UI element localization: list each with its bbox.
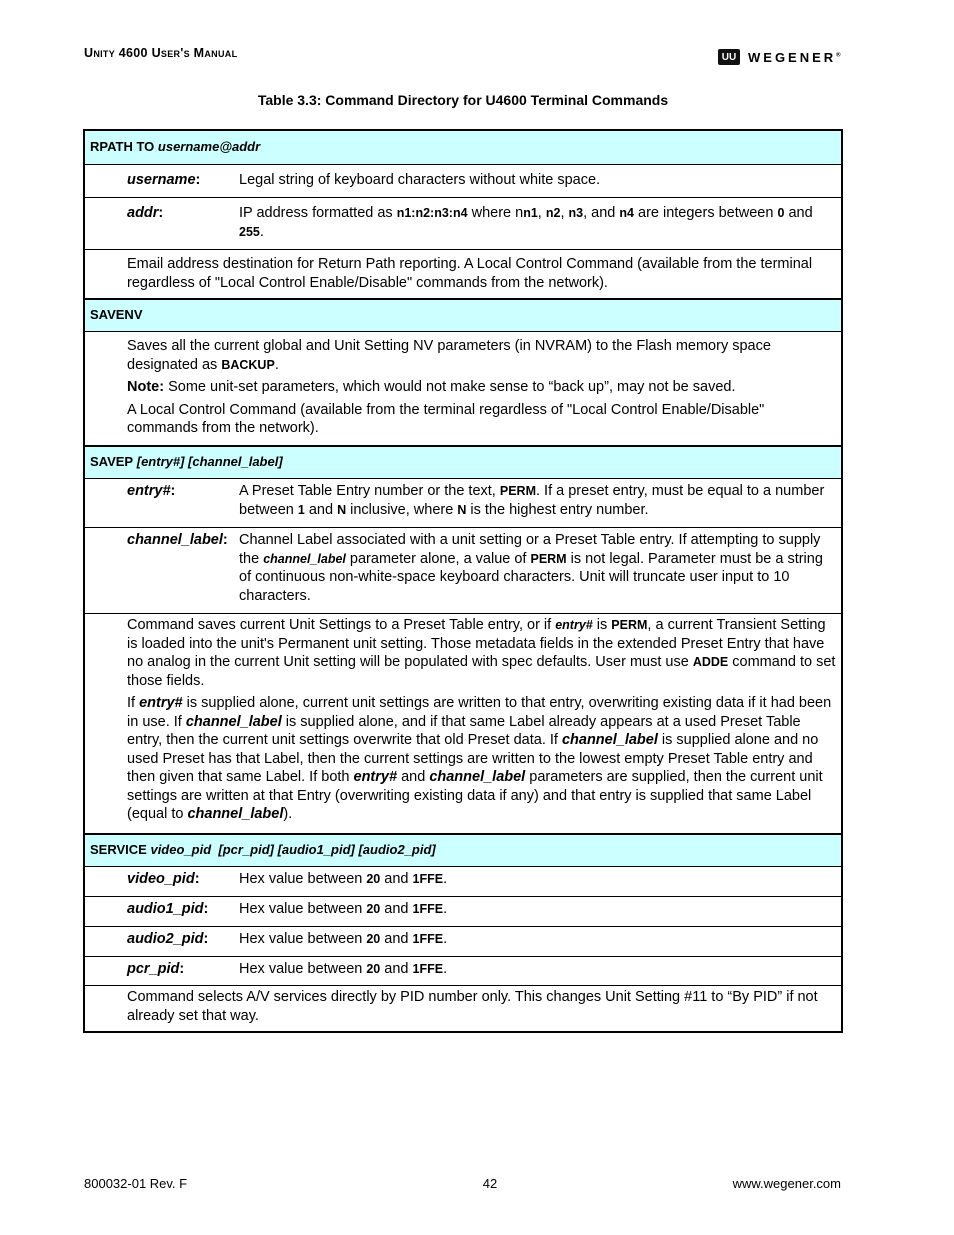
note-text: Note: Some unit-set parameters, which would not make sense to “back up”, may not be saved. [127,379,736,395]
description-text: Email address destination for Return Path reporting. A Local Control Command (available from the terminal regardless of "Local Control Enable/Disable" commands from the network). [127,256,813,291]
website: www.wegener.com [732,1176,841,1191]
param-name: audio2_pid: [127,931,209,947]
param-row-audio1-pid [85,896,841,926]
param-row-video-pid [85,866,841,896]
param-desc: Hex value between 20 and 1FFE. [239,931,448,947]
param-row-channel-label [85,527,841,613]
param-row-entry [85,478,841,527]
param-name: username: [127,172,201,188]
param-name: pcr_pid: [127,961,185,977]
param-desc: Legal string of keyboard characters without white space. [239,172,601,188]
command-description [85,331,841,445]
param-name: addr: [127,205,164,221]
command-header-rpath: RPATH TO username@addr [85,131,841,164]
param-desc: Hex value between 20 and 1FFE. [239,871,448,887]
param-row-username [85,164,841,197]
page-number: 42 [482,1176,498,1191]
description-text: Command saves current Unit Settings to a Preset Table entry, or if entry# is PERM, a current Transient Setting is loaded into the unit's Permanent unit setting. Those metadata fields in the extended Preset Entry that have no analog in the current Unit setting will be populated with spec defaults. User must use ADDE command to set those fields. [127,617,836,689]
param-name: entry#: [127,483,176,499]
param-desc: A Preset Table Entry number or the text, PERM. If a preset entry, must be equal to a number between 1 and N inclusive, where N is the highest entry number. [239,483,825,518]
description-text: If entry# is supplied alone, current unit settings are written to that entry, overwriting existing data if it had been in use. If channel_label is supplied alone, and if that same Label already appears at a used Preset Table entry, then the current unit settings overwrite that old Preset data. If channel_label is supplied alone and no used Preset has that Label, then the current settings are written to the lowest empty Preset Table entry and then given that same Label. If both entry# and channel_label parameters are supplied, then the current unit settings are written at that Entry (overwriting existing data if any) and that entry is supplied that same Label (equal to channel_label). [127,695,832,822]
param-name: channel_label: [127,532,228,548]
logo-mark: UU [718,49,740,65]
param-desc: Hex value between 20 and 1FFE. [239,961,448,977]
command-description [85,985,841,1031]
param-row-addr [85,197,841,249]
param-desc: Channel Label associated with a unit setting or a Preset Table entry. If attempting to supply the channel_label parameter alone, a value of PERM is not legal. Parameter must be a string of continuous non-white-space keyboard characters. Unit will truncate user input to 10 characters. [239,532,823,604]
param-row-pcr-pid [85,956,841,985]
description-text: A Local Control Command (available from the terminal regardless of "Local Control Enable/Disable" commands from the network). [127,401,765,436]
param-row-audio2-pid [85,926,841,956]
description-text: Command selects A/V services directly by PID number only. This changes Unit Setting #11 to “By PID” if not already set that way. [127,989,818,1024]
command-description [85,613,841,833]
command-header-savenv: SAVENV [85,298,841,331]
manual-title: Unity 4600 User's Manual [84,46,238,60]
param-desc: IP address formatted as n1:n2:n3:n4 where nn1, n2, n3, and n4 are integers between 0 and 255. [239,205,813,240]
table-title: Table 3.3: Command Directory for U4600 Terminal Commands [257,92,669,108]
command-header-service: SERVICE video_pid [pcr_pid] [audio1_pid] [audio2_pid] [85,833,841,866]
command-header-savep: SAVEP [entry#] [channel_label] [85,445,841,478]
command-table [83,129,843,1033]
param-name: audio1_pid: [127,901,209,917]
command-description [85,249,841,298]
doc-number: 800032-01 Rev. F [84,1176,188,1191]
wegener-logo [718,49,841,65]
param-name: video_pid: [127,871,200,887]
description-text: Saves all the current global and Unit Setting NV parameters (in NVRAM) to the Flash memory space designated as BACKUP. [127,338,771,373]
param-desc: Hex value between 20 and 1FFE. [239,901,448,917]
logo-text: WEGENER® [748,49,841,65]
